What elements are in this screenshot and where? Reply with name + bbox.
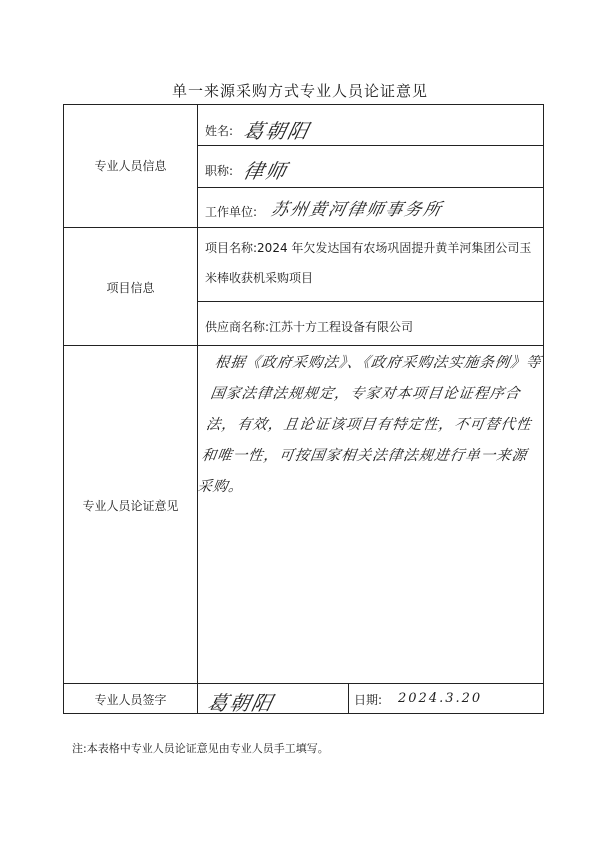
opinion-form bbox=[63, 104, 544, 714]
supplier-value: 江苏十方工程设备有限公司 bbox=[269, 320, 414, 334]
project-name-row bbox=[205, 233, 535, 293]
date-value: 2024.3.20 bbox=[398, 691, 483, 706]
opinion-handwritten-text: 根据《政府采购法》、《政府采购法实施条例》等国家法律法规规定，专家对本项目论证程序合法，有效，且论证该项目有特定性，不可替代性和唯一性，可按国家相关法律法规进行单一来源采购。 bbox=[196, 355, 543, 495]
expert-info-label: 专业人员信息 bbox=[94, 159, 167, 173]
row-divider bbox=[197, 301, 543, 302]
project-info-label: 项目信息 bbox=[106, 281, 155, 295]
project-name-value: 2024 年欠发达国有农场巩固提升黄羊河集团公司玉米棒收获机采购项目 bbox=[205, 241, 532, 285]
column-divider bbox=[197, 105, 198, 713]
section-divider bbox=[64, 227, 543, 228]
name-value: 葛朝阳 bbox=[241, 119, 313, 143]
date-divider bbox=[348, 683, 349, 713]
supplier-label: 供应商名称: bbox=[205, 320, 270, 334]
row-divider bbox=[197, 145, 543, 146]
section-divider bbox=[64, 345, 543, 346]
name-label: 姓名: bbox=[205, 124, 234, 138]
project-name-label: 项目名称: bbox=[205, 241, 258, 255]
supplier-row bbox=[205, 318, 413, 335]
unit-value: 苏州黄河律师事务所 bbox=[269, 200, 445, 220]
signature-label: 专业人员签字 bbox=[94, 693, 167, 707]
footnote: 注:本表格中专业人员论证意见由专业人员手工填写。 bbox=[72, 742, 329, 755]
title-label: 职称: bbox=[205, 164, 234, 178]
row-divider bbox=[197, 187, 543, 188]
opinion-label: 专业人员论证意见 bbox=[82, 499, 179, 513]
page-title: 单一来源采购方式专业人员论证意见 bbox=[171, 82, 428, 100]
section-divider bbox=[64, 683, 543, 684]
title-value: 律师 bbox=[241, 159, 291, 183]
date-label: 日期: bbox=[354, 693, 383, 707]
unit-label: 工作单位: bbox=[205, 205, 258, 219]
signature-value: 葛朝阳 bbox=[205, 691, 277, 715]
